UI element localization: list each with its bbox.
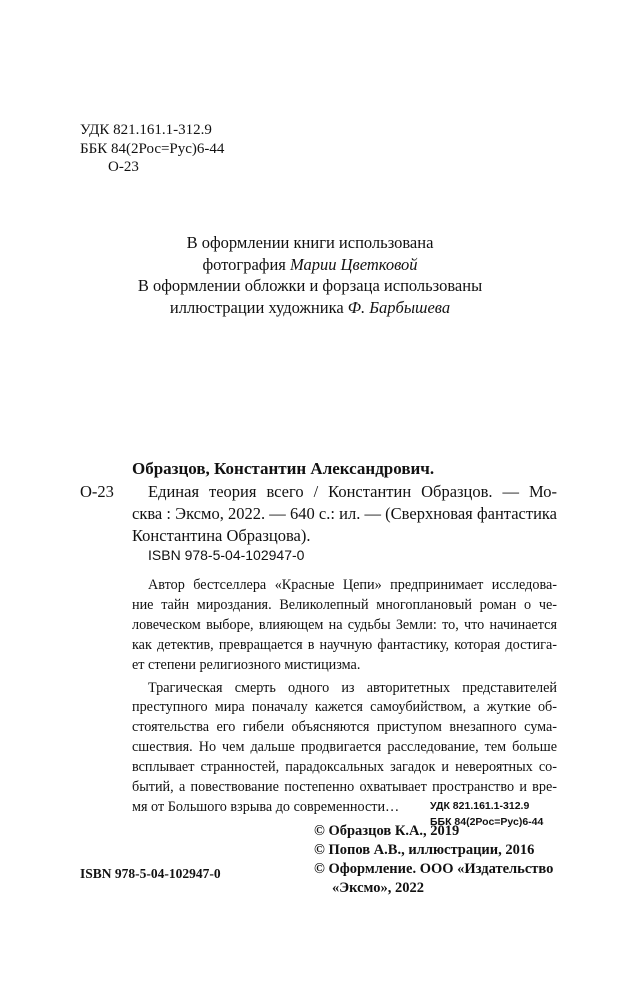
copyright-line-3: © Оформление. ООО «Издательство [314,861,554,877]
bbk-code: ББК 84(2Рос=Рус)6-44 [80,140,225,157]
credit-line-2 [60,254,560,276]
design-credits [60,232,560,318]
annotation-line: стоятельства его гибели объясняются приступом внезапного сума- [132,719,557,736]
bbk-code-bottom: ББК 84(2Рос=Рус)6-44 [430,816,544,828]
illustrator-name: Ф. Барбышева [347,297,451,317]
udk-code: УДК 821.161.1-312.9 [80,122,212,138]
annotation-line: ние тайн мироздания. Великолепный многоплановый роман о че- [132,596,557,613]
udk-code-bottom: УДК 821.161.1-312.9 [430,800,530,812]
footer-isbn: ISBN 978-5-04-102947-0 [80,866,221,881]
author-heading: Образцов, Константин Александрович. [132,459,435,478]
credit-line-3: В оформлении обложки и форзаца использованы [137,276,483,295]
annotation-line: ловеческом выборе, влияющем на судьбы Земли: то, что начинается [132,616,557,633]
annotation [132,576,557,818]
copyright-block [314,822,553,898]
copyright-line-2: © Попов А.В., иллюстрации, 2016 [314,842,535,858]
photographer-name: Марии Цветковой [290,254,418,274]
credit-line-1: В оформлении книги использована [186,233,434,252]
biblio-line-2: сква : Эксмо, 2022. — 640 с.: ил. — (Сверхновая фантастика [132,504,557,523]
copyright-line-4: «Эксмо», 2022 [332,880,424,896]
annotation-paragraph-2 [132,679,557,818]
copyright-line-1: © Образцов К.А., 2019 [314,823,460,839]
annotation-line: Автор бестселлера «Красные Цепи» предпринимает исследова- [148,577,557,593]
annotation-line: мя от Большого взрыва до современности… [132,798,400,815]
author-sign: О-23 [108,159,139,175]
classification-codes-top [80,121,224,177]
biblio-line-3: Константина Образцова). [132,526,311,545]
annotation-line: ет степени религиозного мистицизма. [132,656,361,673]
annotation-line: бытий, а повествование постепенно охватывает пространство и вре- [132,779,557,796]
credit-line-2-prefix: фотография [202,254,290,274]
annotation-line: всплывает странностей, парадоксальных загадок и невероятных со- [132,759,557,776]
biblio-line-1: Единая теория всего / Константин Образцов. — Мо- [148,482,557,501]
isbn-record: ISBN 978-5-04-102947-0 [148,547,305,563]
annotation-line: сшествия. Но чем дальше продвигается расследование, тем больше [132,739,557,756]
annotation-line: преступного мира поначалу кажется самоубийством, а жуткие об- [132,699,557,716]
credit-line-4 [60,297,560,319]
annotation-paragraph-1 [132,576,557,676]
annotation-line: Трагическая смерть одного из авторитетных представителей [148,679,557,696]
author-sign-side: О-23 [80,482,114,501]
bibliographic-description [132,481,557,547]
annotation-line: как детектив, превращается в научную фантастику, которая достига- [132,636,557,653]
credit-line-4-prefix: иллюстрации художника [169,297,348,317]
